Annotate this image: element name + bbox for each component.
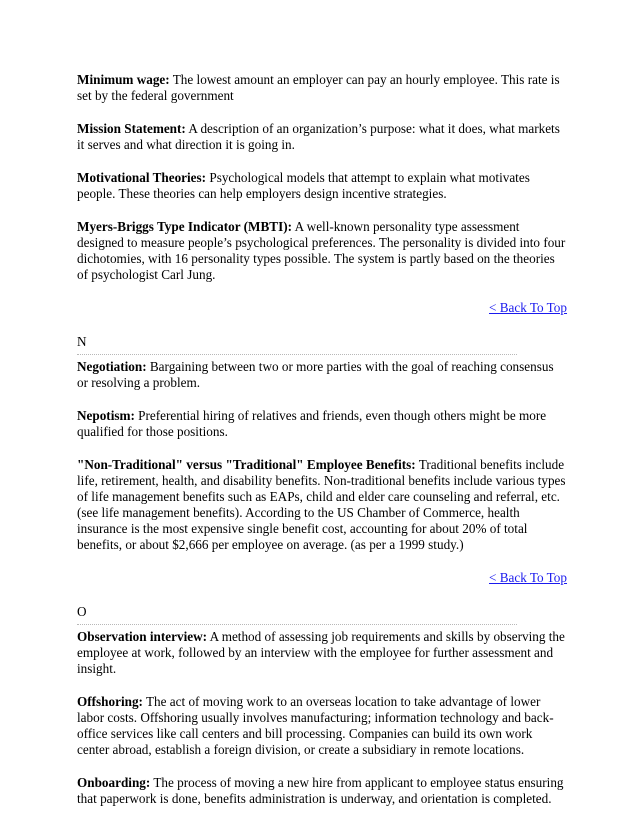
definition: A description of an organization’s purpose: what it does, what markets it serves and what direction it is going in.: [77, 121, 560, 152]
term: Observation interview:: [77, 629, 208, 644]
term: Nepotism:: [77, 408, 135, 423]
entry-negotiation: [77, 359, 567, 391]
section-divider: [77, 624, 517, 625]
definition: The act of moving work to an overseas location to take advantage of lower labor costs. Offshoring usually involves manufacturing; information technology and back-office services like call centers and bill processing. Companies can build its own work center abroad, establish a foreign division, or create a subsidiary in remote locations.: [77, 694, 554, 757]
back-to-top-row: [77, 300, 567, 316]
definition: A well-known personality type assessment designed to measure people’s psychological preferences. The personality is divided into four dichotomies, with 16 personality types possible. The system is partly based on the theories of psychologist Carl Jung.: [77, 219, 566, 282]
definition: Bargaining between two or more parties with the goal of reaching consensus or resolving a problem.: [77, 359, 554, 390]
back-to-top-link[interactable]: < Back To Top: [489, 300, 567, 315]
entry-mission-statement: [77, 121, 567, 153]
glossary-page: [77, 72, 567, 824]
term: Mission Statement:: [77, 121, 186, 136]
entry-offshoring: [77, 694, 567, 758]
term: Minimum wage:: [77, 72, 170, 87]
definition: The lowest amount an employer can pay an hourly employee. This rate is set by the federal government: [77, 72, 560, 103]
section-letter-o: O: [77, 604, 87, 619]
entry-non-traditional-benefits: [77, 457, 567, 553]
term: Offshoring:: [77, 694, 143, 709]
entry-observation-interview: [77, 629, 567, 677]
entry-mbti: [77, 219, 567, 283]
entry-minimum-wage: [77, 72, 567, 104]
term: "Non-Traditional" versus "Traditional" Employee Benefits:: [77, 457, 416, 472]
definition: The process of moving a new hire from applicant to employee status ensuring that paperwork is done, benefits administration is underway, and orientation is completed.: [77, 775, 564, 806]
entry-nepotism: [77, 408, 567, 440]
term: Myers-Briggs Type Indicator (MBTI):: [77, 219, 293, 234]
definition: A method of assessing job requirements and skills by observing the employee at work, followed by an interview with the employee for further assessment and insight.: [77, 629, 565, 676]
term: Negotiation:: [77, 359, 147, 374]
term: Onboarding:: [77, 775, 151, 790]
definition: Psychological models that attempt to explain what motivates people. These theories can help employers design incentive strategies.: [77, 170, 530, 201]
entry-onboarding: [77, 775, 567, 807]
definition: Traditional benefits include life, retirement, health, and disability benefits. Non-traditional benefits include various types of life management benefits such as EAPs, child and elder care counseling and referral, etc. (see life management benefits). According to the US Chamber of Commerce, health insurance is the most expensive single benefit cost, accounting for about 20% of total benefits, or about $2,666 per employee on average. (as per a 1999 study.): [77, 457, 566, 552]
definition: Preferential hiring of relatives and friends, even though others might be more qualified for those positions.: [77, 408, 547, 439]
section-letter-n: N: [77, 334, 87, 349]
section-divider: [77, 354, 517, 355]
term: Motivational Theories:: [77, 170, 207, 185]
back-to-top-link[interactable]: < Back To Top: [489, 570, 567, 585]
entry-motivational-theories: [77, 170, 567, 202]
back-to-top-row: [77, 570, 567, 586]
